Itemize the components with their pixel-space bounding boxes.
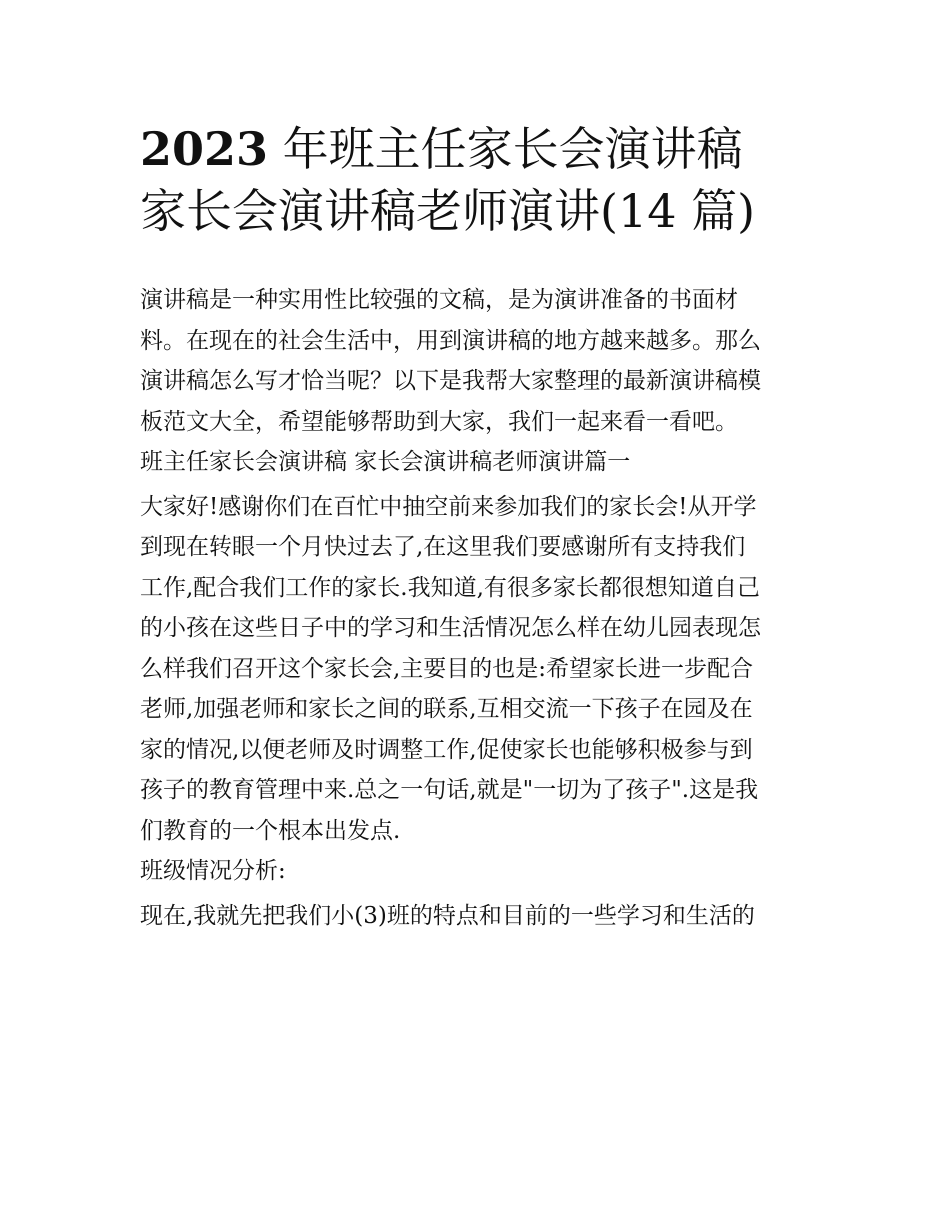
section-heading-2 xyxy=(140,851,830,892)
paragraph-class-analysis xyxy=(140,896,830,937)
section-heading-1 xyxy=(140,442,830,483)
text-line: 家的情况,以便老师及时调整工作,促使家长也能够积极参与到 xyxy=(140,736,753,763)
title-line-1 xyxy=(140,118,830,180)
text-line: 孩子的教育管理中来.总之一句话,就是"一切为了孩子".这是我 xyxy=(140,777,759,803)
title-line-1-text: 年班主任家长会演讲稿 xyxy=(268,122,743,176)
text-line: 演讲稿是一种实用性比较强的文稿，是为演讲准备的书面材 xyxy=(140,287,738,313)
title-year: 2023 xyxy=(140,122,269,176)
text-line: 班级情况分析: xyxy=(140,858,286,884)
paragraph-intro xyxy=(140,280,830,442)
text-line: 工作,配合我们工作的家长.我知道,有很多家长都很想知道自己 xyxy=(140,574,760,601)
text-line: 大家好!感谢你们在百忙中抽空前来参加我们的家长会!从开学 xyxy=(140,493,757,520)
text-line: 们教育的一个根本出发点. xyxy=(140,817,401,844)
text-line: 班主任家长会演讲稿 家长会演讲稿老师演讲篇一 xyxy=(140,449,631,475)
text-line: 现在,我就先把我们小(3)班的特点和目前的一些学习和生活的 xyxy=(140,902,755,929)
text-line: 料。在现在的社会生活中，用到演讲稿的地方越来越多。那么 xyxy=(140,327,761,354)
text-line: 老师,加强老师和家长之间的联系,互相交流一下孩子在园及在 xyxy=(140,696,753,722)
text-line: 到现在转眼一个月快过去了,在这里我们要感谢所有支持我们 xyxy=(140,534,746,560)
text-line: 板范文大全，希望能够帮助到大家，我们一起来看一看吧。 xyxy=(140,408,738,435)
document-body xyxy=(140,280,830,936)
text-line: 的小孩在这些日子中的学习和生活情况怎么样在幼儿园表现怎 xyxy=(140,615,761,641)
text-line: 么样我们召开这个家长会,主要目的也是:希望家长进一步配合 xyxy=(140,655,754,682)
text-line: 演讲稿怎么写才恰当呢？以下是我帮大家整理的最新演讲稿模 xyxy=(140,368,761,394)
title-line-2: 家长会演讲稿老师演讲(14 篇) xyxy=(140,184,756,238)
document-title xyxy=(140,118,830,242)
paragraph-greeting xyxy=(140,487,830,852)
